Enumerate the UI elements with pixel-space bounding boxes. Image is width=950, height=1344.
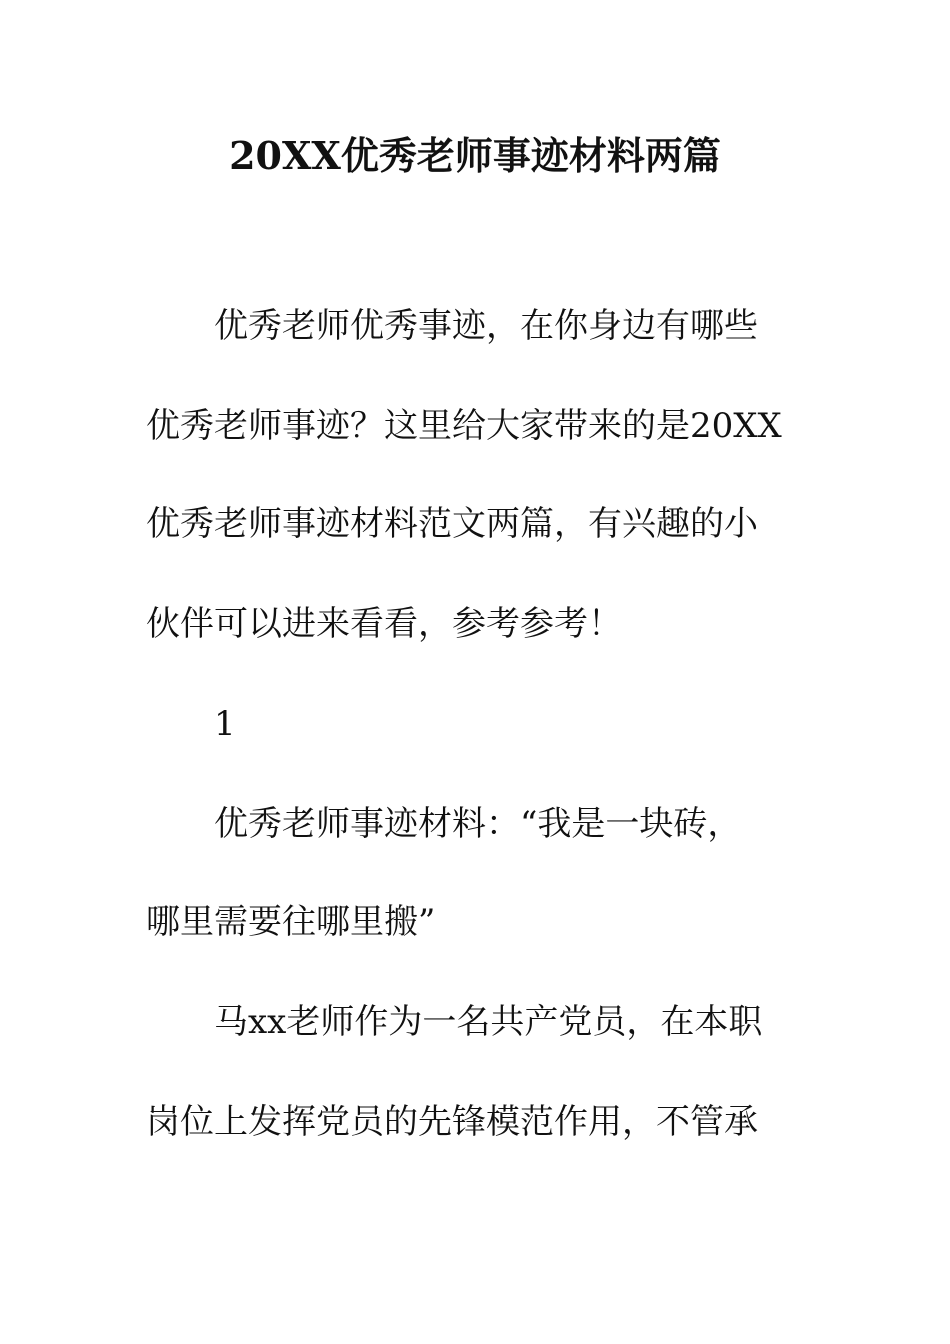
paragraph-line: 伙伴可以进来看看，参考参考！	[146, 604, 622, 644]
paragraph-line: 优秀老师优秀事迹，在你身边有哪些	[214, 306, 758, 346]
paragraph-line: 优秀老师事迹？这里给大家带来的是20XX	[146, 406, 782, 446]
paragraph-line: 马xx老师作为一名共产党员，在本职	[214, 1002, 763, 1042]
paragraph-line: 优秀老师事迹材料范文两篇，有兴趣的小	[146, 504, 758, 544]
paragraph-line: 优秀老师事迹材料：“我是一块砖，	[214, 804, 742, 844]
section-number: 1	[214, 704, 236, 744]
paragraph-line: 岗位上发挥党员的先锋模范作用，不管承	[146, 1102, 758, 1142]
document-title: 20XX优秀老师事迹材料两篇	[229, 133, 721, 178]
paragraph-line: 哪里需要往哪里搬”	[146, 902, 436, 942]
